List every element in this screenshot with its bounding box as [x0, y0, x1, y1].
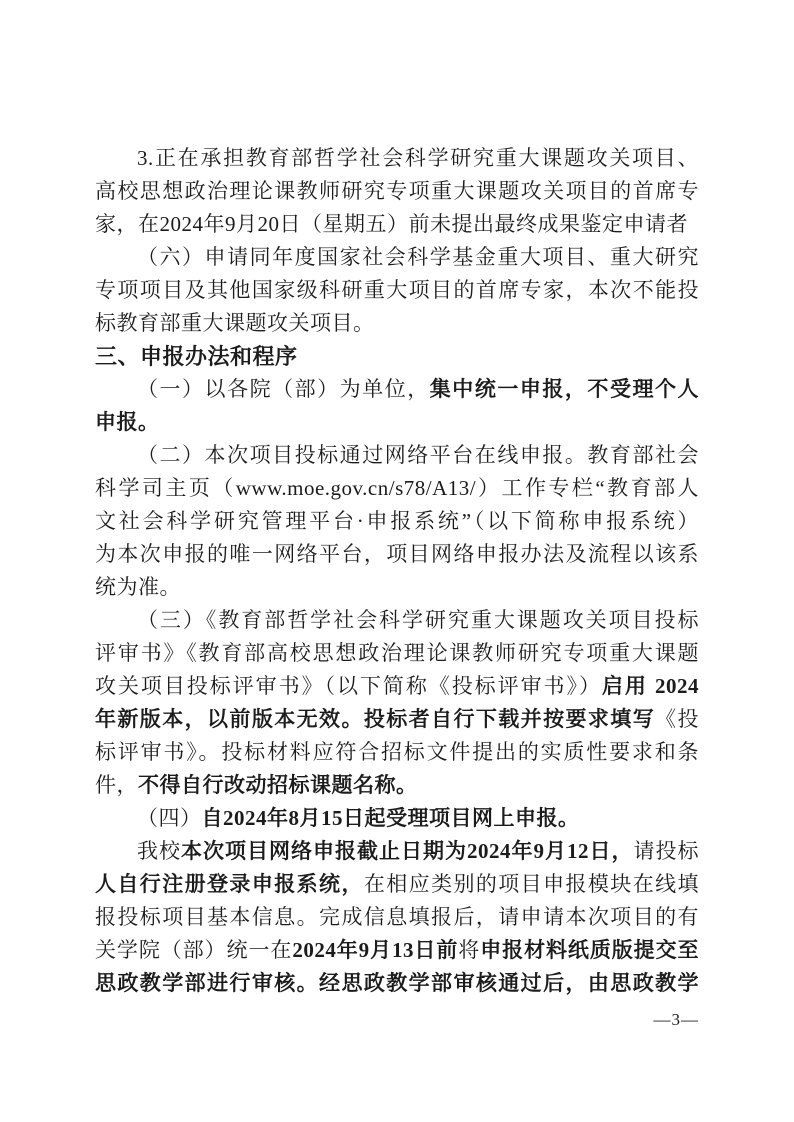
text-run: 标评审书》。投标材料应符合招标文件提出的实质性要求和条 [95, 740, 699, 764]
text-line [95, 406, 699, 439]
text-run: 家，在2024年9月20日（星期五）前未提出最终成果鉴定申请者 [95, 212, 688, 236]
text-run: 启用 2024 [601, 674, 699, 698]
text-line [95, 505, 699, 538]
text-run: 在相应类别的项目申报模块在线填 [363, 872, 699, 896]
text-run: 思政教学部进行审核。经思政教学部审核通过后，由思政教学 [95, 971, 699, 995]
text-line [95, 901, 699, 934]
text-line [95, 769, 699, 802]
text-run: 统为准。 [95, 575, 181, 599]
text-run: 标教育部重大课题攻关项目。 [95, 311, 375, 335]
text-line [95, 967, 699, 1000]
document-body [95, 142, 699, 1000]
text-run: 年新版本，以前版本无效。投标者自行下载并按要求填写 [95, 707, 656, 731]
text-line [95, 472, 699, 505]
text-run: 报投标项目基本信息。完成信息填报后，请申请本次项目的有 [95, 905, 699, 929]
text-run: （一）以各院（部）为单位， [137, 377, 430, 401]
text-run: 我校 [137, 839, 181, 863]
text-run: 评审书》《教育部高校思想政治理论课教师研究专项重大课题 [95, 641, 699, 665]
text-line [95, 637, 699, 670]
text-run: 高校思想政治理论课教师研究专项重大课题攻关项目的首席专 [95, 179, 699, 203]
text-run: 本次项目网络申报截止日期为2024年9月12日， [181, 839, 634, 863]
text-run: 自2024年8月15日起受理项目网上申报。 [201, 806, 580, 830]
text-line [95, 142, 699, 175]
text-run: （三）《教育部哲学社会科学研究重大课题攻关项目投标 [137, 608, 699, 632]
text-line [95, 835, 699, 868]
text-run: 科学司主页（www.moe.gov.cn/s78/A13/）工作专栏“教育部人 [95, 476, 699, 500]
text-run: 《投 [655, 707, 699, 731]
text-line [95, 802, 699, 835]
text-line [95, 307, 699, 340]
text-line [95, 274, 699, 307]
text-run: （六）申请同年度国家社会科学基金重大项目、重大研究 [137, 245, 699, 269]
text-line [95, 736, 699, 769]
text-run: 将 [458, 938, 481, 962]
text-run: 三、申报办法和程序 [95, 344, 298, 369]
text-run: 集中统一申报，不受理个人 [429, 377, 699, 401]
text-line [95, 604, 699, 637]
text-line [95, 241, 699, 274]
text-line [95, 175, 699, 208]
text-run: （四） [137, 806, 202, 830]
text-line [95, 703, 699, 736]
section-heading [95, 340, 699, 373]
text-run: 2024年9月13日前 [292, 938, 459, 962]
text-line [95, 208, 699, 241]
text-run: 专项项目及其他国家级科研重大项目的首席专家，本次不能投 [95, 278, 699, 302]
text-run: 人自行注册登录申报系统， [95, 872, 364, 896]
text-run: 件， [95, 773, 138, 797]
text-run: 申报。 [95, 410, 160, 434]
text-line [95, 670, 699, 703]
text-line [95, 439, 699, 472]
text-run: 文社会科学研究管理平台·申报系统”（以下简称申报系统） [95, 509, 699, 533]
text-line [95, 538, 699, 571]
text-run: 请投标 [633, 839, 699, 863]
text-line [95, 934, 699, 967]
text-run: 关学院（部）统一在 [95, 938, 293, 962]
text-run: 不得自行改动招标课题名称。 [138, 773, 418, 797]
text-line [95, 868, 699, 901]
text-run: 为本次申报的唯一网络平台，项目网络申报办法及流程以该系 [95, 542, 699, 566]
text-line [95, 373, 699, 406]
text-run: 攻关项目投标评审书》（以下简称《投标评审书》） [95, 674, 602, 698]
text-run: 3.正在承担教育部哲学社会科学研究重大课题攻关项目、 [137, 146, 699, 170]
text-run: 申报材料纸质版提交至 [480, 938, 699, 962]
text-run: （二）本次项目投标通过网络平台在线申报。教育部社会 [137, 443, 699, 467]
page-number: —3— [653, 1010, 699, 1029]
text-line [95, 571, 699, 604]
